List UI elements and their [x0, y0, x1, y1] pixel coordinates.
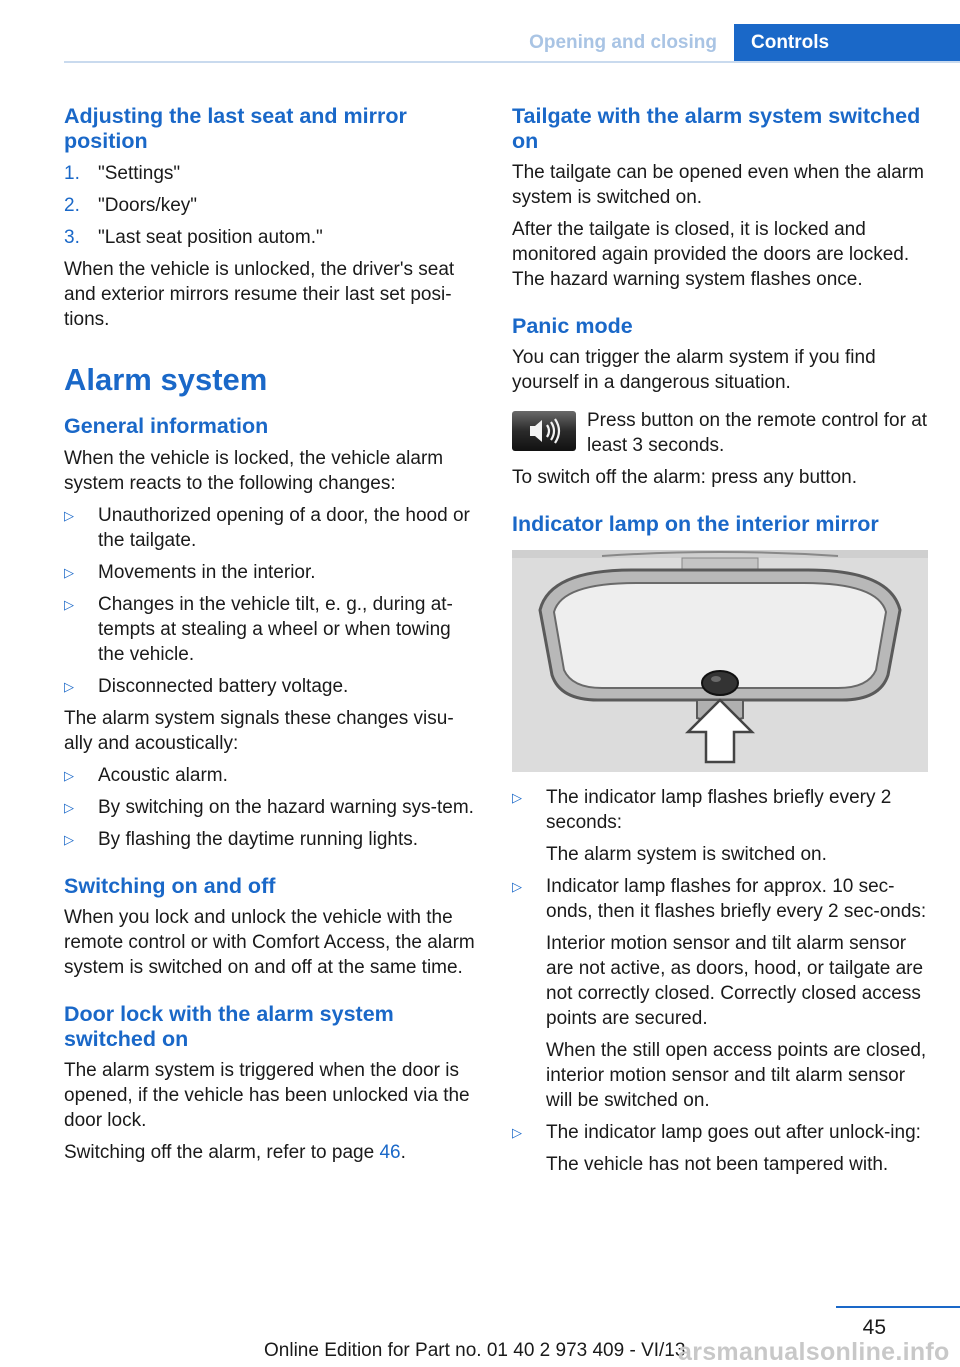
- reference-suffix: .: [400, 1142, 406, 1163]
- list-text: Movements in the interior.: [98, 562, 316, 583]
- page-number: 45: [862, 1316, 886, 1339]
- triangle-bullet-icon: ▷: [64, 508, 74, 523]
- list-item: [64, 503, 480, 553]
- left-column: [64, 104, 480, 1172]
- list-text: By flashing the daytime running lights.: [98, 829, 419, 850]
- list-text: Changes in the vehicle tilt, e. g., during at‐tempts at stealing a wheel or when towing the vehicle.: [98, 594, 453, 665]
- edition-line: Online Edition for Part no. 01 40 2 973 409 - VI/13: [264, 1340, 686, 1361]
- tailgate-p2: After the tailgate is closed, it is locked and monitored again provided the doors are locked. The hazard warning system flashes once.: [512, 219, 910, 290]
- triangle-bullet-icon: ▷: [512, 1125, 522, 1140]
- list-subtext: The alarm system is switched on.: [546, 844, 827, 865]
- list-item: [64, 592, 480, 667]
- door-lock-heading: Door lock with the alarm system switched on: [64, 1002, 394, 1051]
- triangle-bullet-icon: ▷: [64, 768, 74, 783]
- list-text: Indicator lamp flashes for approx. 10 sec‐onds, then it flashes briefly every 2 sec‐onds:: [546, 876, 927, 922]
- list-item: [512, 785, 928, 867]
- panic-p2: To switch off the alarm: press any button.: [512, 467, 857, 488]
- list-subtext: Interior motion sensor and tilt alarm sensor are not active, as doors, hood, or tailgate are not correctly closed. Correctly closed access points are secured.: [546, 933, 924, 1029]
- step-number: 1.: [64, 163, 80, 184]
- door-lock-reference: [64, 1140, 480, 1165]
- list-subtext: The vehicle has not been tampered with.: [546, 1154, 889, 1175]
- panic-button-text: Press button on the remote control for at least 3 seconds.: [587, 410, 928, 456]
- general-info-heading: General information: [64, 414, 269, 438]
- tailgate-p1: The tailgate can be opened even when the alarm system is switched on.: [512, 162, 924, 208]
- list-item: [64, 225, 480, 250]
- step-text: "Doors/key": [98, 195, 198, 216]
- panic-speaker-icon: [512, 411, 576, 451]
- list-text: Disconnected battery voltage.: [98, 676, 349, 697]
- watermark: arsmanualsonline.info: [678, 1338, 950, 1366]
- tailgate-heading: Tailgate with the alarm system switched on: [512, 104, 921, 153]
- step-text: "Last seat position autom.": [98, 227, 323, 248]
- page-header: [512, 24, 960, 62]
- switching-body: When you lock and unlock the vehicle with the remote control or with Comfort Access, the alarm system is switched on and off at the same time.: [64, 907, 475, 978]
- indicator-heading: Indicator lamp on the interior mirror: [512, 512, 879, 536]
- page-reference-link[interactable]: 46: [379, 1142, 401, 1163]
- signals-intro: The alarm system signals these changes visu‐ally and acoustically:: [64, 708, 454, 754]
- list-item: [64, 763, 480, 788]
- list-item: [64, 161, 480, 186]
- section-tab[interactable]: Opening and closing: [529, 32, 717, 53]
- triangle-bullet-icon: ▷: [64, 597, 74, 612]
- list-content: [546, 874, 928, 1113]
- list-text: The indicator lamp flashes briefly every 2 seconds:: [546, 787, 892, 833]
- list-content: [546, 1120, 921, 1177]
- switching-heading: Switching on and off: [64, 874, 276, 898]
- triangle-bullet-icon: ▷: [64, 565, 74, 580]
- list-text: Unauthorized opening of a door, the hood or the tailgate.: [98, 505, 470, 551]
- general-intro: When the vehicle is locked, the vehicle alarm system reacts to the following changes:: [64, 448, 444, 494]
- panic-instruction: [512, 408, 928, 458]
- list-content: [546, 785, 928, 867]
- step-number: 2.: [64, 195, 80, 216]
- list-item: [512, 874, 928, 1113]
- step-text: "Settings": [98, 163, 181, 184]
- list-item: [64, 795, 480, 820]
- list-subtext: When the still open access points are closed, interior motion sensor and tilt alarm sensor will be switched on.: [546, 1040, 927, 1111]
- triangle-bullet-icon: ▷: [64, 800, 74, 815]
- panic-heading: Panic mode: [512, 314, 633, 338]
- triangle-bullet-icon: ▷: [64, 832, 74, 847]
- triangle-bullet-icon: ▷: [512, 879, 522, 894]
- list-text: Acoustic alarm.: [98, 765, 228, 786]
- step-number: 3.: [64, 227, 80, 248]
- triangle-bullet-icon: ▷: [64, 679, 74, 694]
- last-seat-heading: Adjusting the last seat and mirror position: [64, 104, 407, 153]
- right-column: [512, 104, 928, 1184]
- footer-rule: [836, 1306, 960, 1308]
- list-item: [64, 674, 480, 699]
- list-item: [512, 1120, 928, 1177]
- interior-mirror-illustration: [512, 550, 928, 772]
- chapter-tab[interactable]: Controls: [734, 24, 960, 62]
- list-item: [64, 560, 480, 585]
- alarm-system-title: Alarm system: [64, 362, 268, 397]
- panic-p1: You can trigger the alarm system if you find yourself in a dangerous situation.: [512, 347, 876, 393]
- list-item: [64, 193, 480, 218]
- list-text: The indicator lamp goes out after unlock‐ing:: [546, 1122, 921, 1143]
- list-text: By switching on the hazard warning sys‐tem.: [98, 797, 474, 818]
- list-item: [64, 827, 480, 852]
- last-seat-body: When the vehicle is unlocked, the driver's seat and exterior mirrors resume their last set posi‐tions.: [64, 259, 455, 330]
- reference-text: Switching off the alarm, refer to page: [64, 1142, 380, 1163]
- triangle-bullet-icon: ▷: [512, 790, 522, 805]
- header-rule: [64, 61, 960, 63]
- door-lock-body: The alarm system is triggered when the door is opened, if the vehicle has been unlocked via the door lock.: [64, 1060, 470, 1131]
